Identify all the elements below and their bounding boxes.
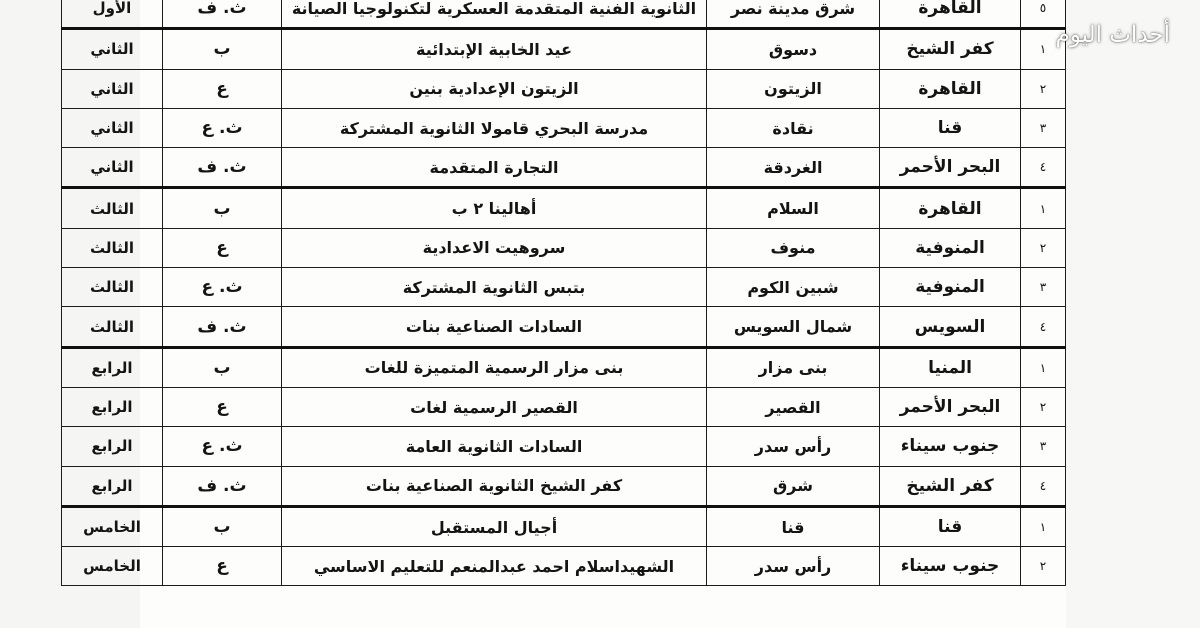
governorate-cell: المنوفية [880,228,1021,267]
table-row [62,108,1066,147]
governorate-cell: كفر الشيخ [880,29,1021,69]
district-cell: شرق مدينة نصر [707,0,880,29]
governorate-cell: القاهرة [880,0,1021,29]
row-index-cell: ١ [1021,29,1066,69]
district-cell: شمال السويس [707,307,880,347]
rank-cell: الثاني [62,69,163,108]
district-cell: شرق [707,466,880,506]
watermark-logo: أحداث اليوم [1055,22,1170,48]
table-row [62,148,1066,188]
school-type-cell: ث. ف [163,307,282,347]
rank-cell: الثالث [62,228,163,267]
district-cell: الزيتون [707,69,880,108]
table-body [62,0,1066,586]
school-name-cell: القصير الرسمية لغات [282,387,707,426]
rank-cell: الرابع [62,466,163,506]
district-cell: الغردقة [707,148,880,188]
row-index-cell: ٢ [1021,69,1066,108]
governorate-cell: جنوب سيناء [880,427,1021,466]
table-row [62,466,1066,506]
table-row [62,69,1066,108]
school-type-cell: ث. ع [163,108,282,147]
row-index-cell: ٣ [1021,108,1066,147]
district-cell: القصير [707,387,880,426]
governorate-cell: السويس [880,307,1021,347]
row-index-cell: ٣ [1021,427,1066,466]
table-row [62,506,1066,546]
school-type-cell: ع [163,228,282,267]
rank-cell: الثالث [62,268,163,307]
school-name-cell: عيد الخابية الإبتدائية [282,29,707,69]
school-results-table [61,0,1066,586]
governorate-cell: القاهرة [880,188,1021,228]
school-type-cell: ث. ع [163,268,282,307]
district-cell: رأس سدر [707,427,880,466]
results-table-container [83,0,1066,586]
school-type-cell: ث. ع [163,427,282,466]
rank-cell: الثالث [62,188,163,228]
school-name-cell: السادات الثانوية العامة [282,427,707,466]
table-row [62,347,1066,387]
school-type-cell: ب [163,188,282,228]
school-name-cell: أهالينا ٢ ب [282,188,707,228]
rank-cell: الثاني [62,29,163,69]
right-margin [1066,0,1200,628]
school-type-cell: ب [163,506,282,546]
rank-cell: الرابع [62,427,163,466]
row-index-cell: ٢ [1021,228,1066,267]
governorate-cell: قنا [880,506,1021,546]
table-row [62,29,1066,69]
school-name-cell: التجارة المتقدمة [282,148,707,188]
district-cell: قنا [707,506,880,546]
school-name-cell: السادات الصناعية بنات [282,307,707,347]
district-cell: دسوق [707,29,880,69]
district-cell: السلام [707,188,880,228]
school-name-cell: مدرسة البحري قامولا الثانوية المشتركة [282,108,707,147]
governorate-cell: المنوفية [880,268,1021,307]
school-name-cell: الشهيداسلام احمد عبدالمنعم للتعليم الاساسي [282,547,707,586]
rank-cell: الرابع [62,347,163,387]
school-type-cell: ث. ف [163,0,282,29]
row-index-cell: ٤ [1021,466,1066,506]
governorate-cell: المنيا [880,347,1021,387]
table-row [62,268,1066,307]
table-row [62,0,1066,29]
table-row [62,228,1066,267]
table-row [62,307,1066,347]
school-type-cell: ع [163,69,282,108]
governorate-cell: القاهرة [880,69,1021,108]
school-type-cell: ع [163,387,282,426]
table-row [62,547,1066,586]
row-index-cell: ٤ [1021,148,1066,188]
row-index-cell: ٢ [1021,547,1066,586]
school-name-cell: أجيال المستقبل [282,506,707,546]
school-type-cell: ب [163,29,282,69]
school-name-cell: بتبس الثانوية المشتركة [282,268,707,307]
governorate-cell: جنوب سيناء [880,547,1021,586]
rank-cell: الرابع [62,387,163,426]
row-index-cell: ٣ [1021,268,1066,307]
school-name-cell: بنى مزار الرسمية المتميزة للغات [282,347,707,387]
row-index-cell: ٤ [1021,307,1066,347]
row-index-cell: ٥ [1021,0,1066,29]
governorate-cell: كفر الشيخ [880,466,1021,506]
rank-cell: الخامس [62,506,163,546]
district-cell: نقادة [707,108,880,147]
table-row [62,427,1066,466]
district-cell: منوف [707,228,880,267]
rank-cell: الثاني [62,148,163,188]
governorate-cell: قنا [880,108,1021,147]
rank-cell: الثالث [62,307,163,347]
school-name-cell: الزيتون الإعدادية بنين [282,69,707,108]
row-index-cell: ١ [1021,506,1066,546]
school-type-cell: ث. ف [163,466,282,506]
district-cell: بنى مزار [707,347,880,387]
row-index-cell: ٢ [1021,387,1066,426]
school-type-cell: ب [163,347,282,387]
row-index-cell: ١ [1021,347,1066,387]
governorate-cell: البحر الأحمر [880,387,1021,426]
school-type-cell: ث. ف [163,148,282,188]
school-name-cell: سروهيت الاعدادية [282,228,707,267]
table-row [62,387,1066,426]
rank-cell: الثاني [62,108,163,147]
school-type-cell: ع [163,547,282,586]
rank-cell: الأول [62,0,163,29]
governorate-cell: البحر الأحمر [880,148,1021,188]
school-name-cell: الثانوية الفنية المتقدمة العسكرية لتكنولوجيا الصيانة [282,0,707,29]
row-index-cell: ١ [1021,188,1066,228]
rank-cell: الخامس [62,547,163,586]
district-cell: رأس سدر [707,547,880,586]
district-cell: شبين الكوم [707,268,880,307]
table-row [62,188,1066,228]
school-name-cell: كفر الشيخ الثانوية الصناعية بنات [282,466,707,506]
